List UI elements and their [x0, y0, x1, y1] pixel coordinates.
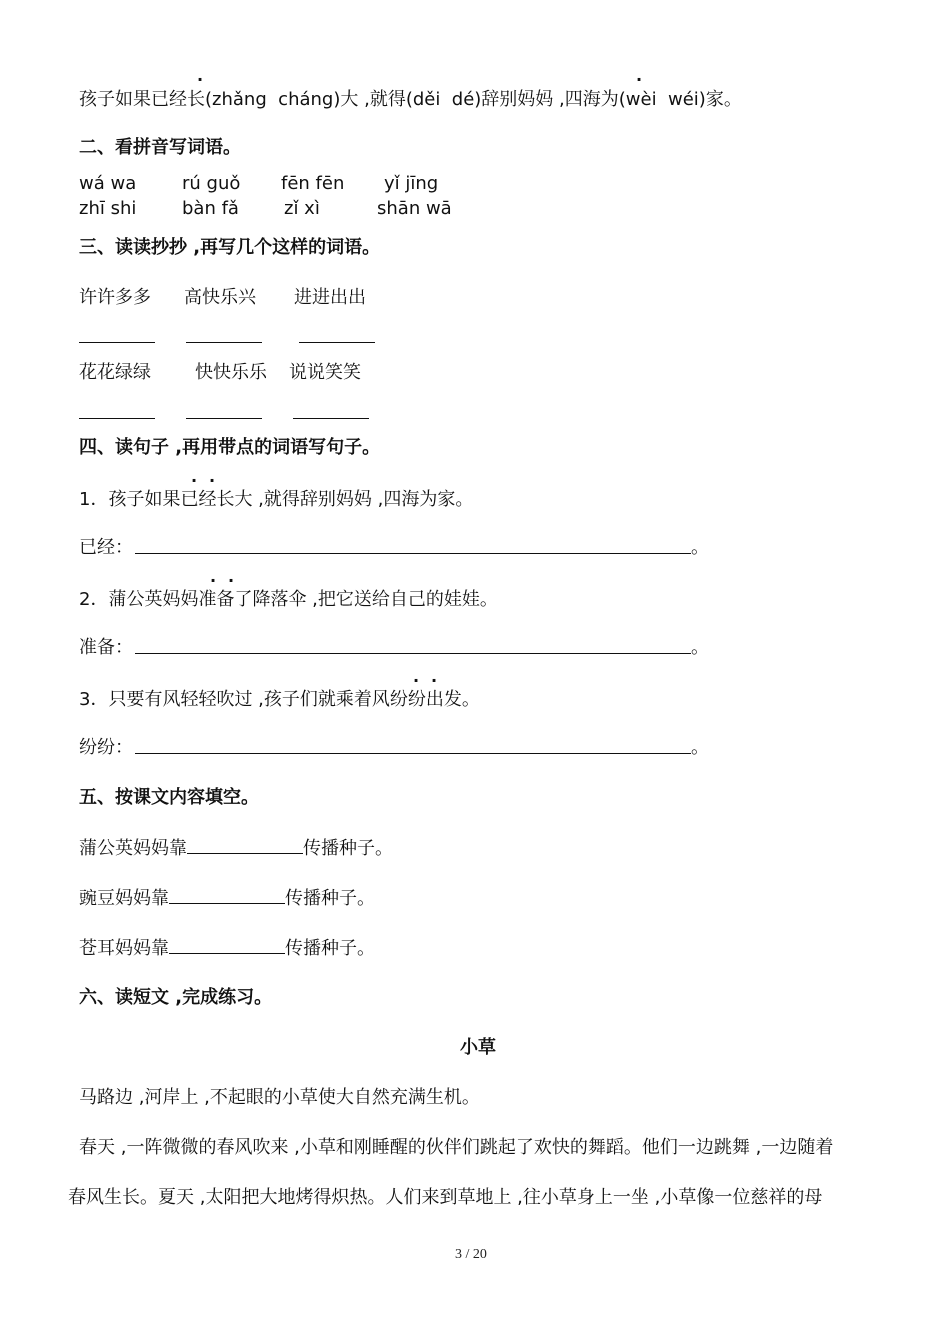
write-label: 纷纷：: [79, 737, 133, 758]
period: 。: [691, 537, 709, 558]
pinyin-item: yǐ jīng: [384, 173, 439, 194]
fill-suffix: 传播种子。: [285, 938, 375, 959]
emphasis-dot: ·: [197, 70, 204, 89]
pinyin-item: fēn fēn: [281, 173, 345, 194]
emphasis-dot: ·: [209, 471, 216, 490]
fill-prefix: 蒲公英妈妈靠: [79, 838, 187, 859]
pinyin-item: bàn fǎ: [182, 198, 239, 219]
period: 。: [691, 637, 709, 658]
fill-item: [79, 886, 375, 911]
section-heading: 二、看拼音写词语。: [79, 137, 241, 158]
answer-blank[interactable]: [293, 418, 369, 419]
fill-item: [79, 836, 393, 861]
write-label: 准备：: [79, 637, 133, 658]
pronunciation-line: 孩子如果已经长(zhǎng cháng)大 ,就得(děi dé)辞别妈妈 ,四海为(wèi wéi)家。: [79, 89, 742, 110]
section-heading: 五、按课文内容填空。: [79, 787, 259, 808]
fill-prefix: 豌豆妈妈靠: [79, 888, 169, 909]
fill-blank[interactable]: [187, 836, 303, 854]
passage-paragraph: 春天 ,一阵微微的春风吹来 ,小草和刚睡醒的伙伴们跳起了欢快的舞蹈。他们一边跳舞 ,一边随着: [79, 1137, 834, 1158]
page-number: 3 / 20: [455, 1247, 487, 1262]
emphasis-dot: ·: [191, 471, 198, 490]
emphasis-dot: ·: [210, 571, 217, 590]
fill-blank[interactable]: [169, 886, 285, 904]
section-heading: 六、读短文 ,完成练习。: [79, 987, 273, 1008]
passage-title: 小草: [460, 1037, 496, 1058]
emphasis-dot: ·: [228, 571, 235, 590]
fill-suffix: 传播种子。: [303, 838, 393, 859]
fill-suffix: 传播种子。: [285, 888, 375, 909]
fill-item: [79, 936, 375, 961]
passage-paragraph: 马路边 ,河岸上 ,不起眼的小草使大自然充满生机。: [79, 1087, 480, 1108]
pinyin-item: shān wā: [377, 198, 452, 219]
pinyin-item: rú guǒ: [182, 173, 241, 194]
section-heading: 四、读句子 ,再用带点的词语写句子。: [79, 437, 381, 458]
word-item: 进进出出: [294, 287, 366, 308]
pinyin-item: zǐ xì: [284, 198, 320, 219]
answer-blank[interactable]: [299, 342, 375, 343]
word-item: 高快乐兴: [184, 287, 256, 308]
answer-blank[interactable]: [79, 418, 155, 419]
answer-line[interactable]: [135, 753, 691, 754]
pinyin-item: wá wa: [79, 173, 137, 194]
sentence: 3．只要有风轻轻吹过 ,孩子们就乘着风纷纷出发。: [79, 689, 480, 710]
sentence: 2．蒲公英妈妈准备了降落伞 ,把它送给自己的娃娃。: [79, 589, 498, 610]
fill-prefix: 苍耳妈妈靠: [79, 938, 169, 959]
answer-blank[interactable]: [186, 418, 262, 419]
word-item: 花花绿绿: [79, 362, 151, 383]
pinyin-item: zhī shi: [79, 198, 137, 219]
emphasis-dot: ·: [636, 70, 643, 89]
passage-paragraph: 春风生长。夏天 ,太阳把大地烤得炽热。人们来到草地上 ,往小草身上一坐 ,小草像一位慈祥的母: [68, 1187, 823, 1208]
word-item: 说说笑笑: [289, 362, 361, 383]
emphasis-dot: ·: [413, 671, 420, 690]
emphasis-dot: ·: [431, 671, 438, 690]
write-label: 已经：: [79, 537, 133, 558]
period: 。: [691, 737, 709, 758]
answer-blank[interactable]: [79, 342, 155, 343]
sentence: 1．孩子如果已经长大 ,就得辞别妈妈 ,四海为家。: [79, 489, 474, 510]
word-item: 快快乐乐: [195, 362, 267, 383]
word-item: 许许多多: [79, 287, 151, 308]
answer-blank[interactable]: [186, 342, 262, 343]
fill-blank[interactable]: [169, 936, 285, 954]
answer-line[interactable]: [135, 653, 691, 654]
section-heading: 三、读读抄抄 ,再写几个这样的词语。: [79, 237, 381, 258]
answer-line[interactable]: [135, 553, 691, 554]
